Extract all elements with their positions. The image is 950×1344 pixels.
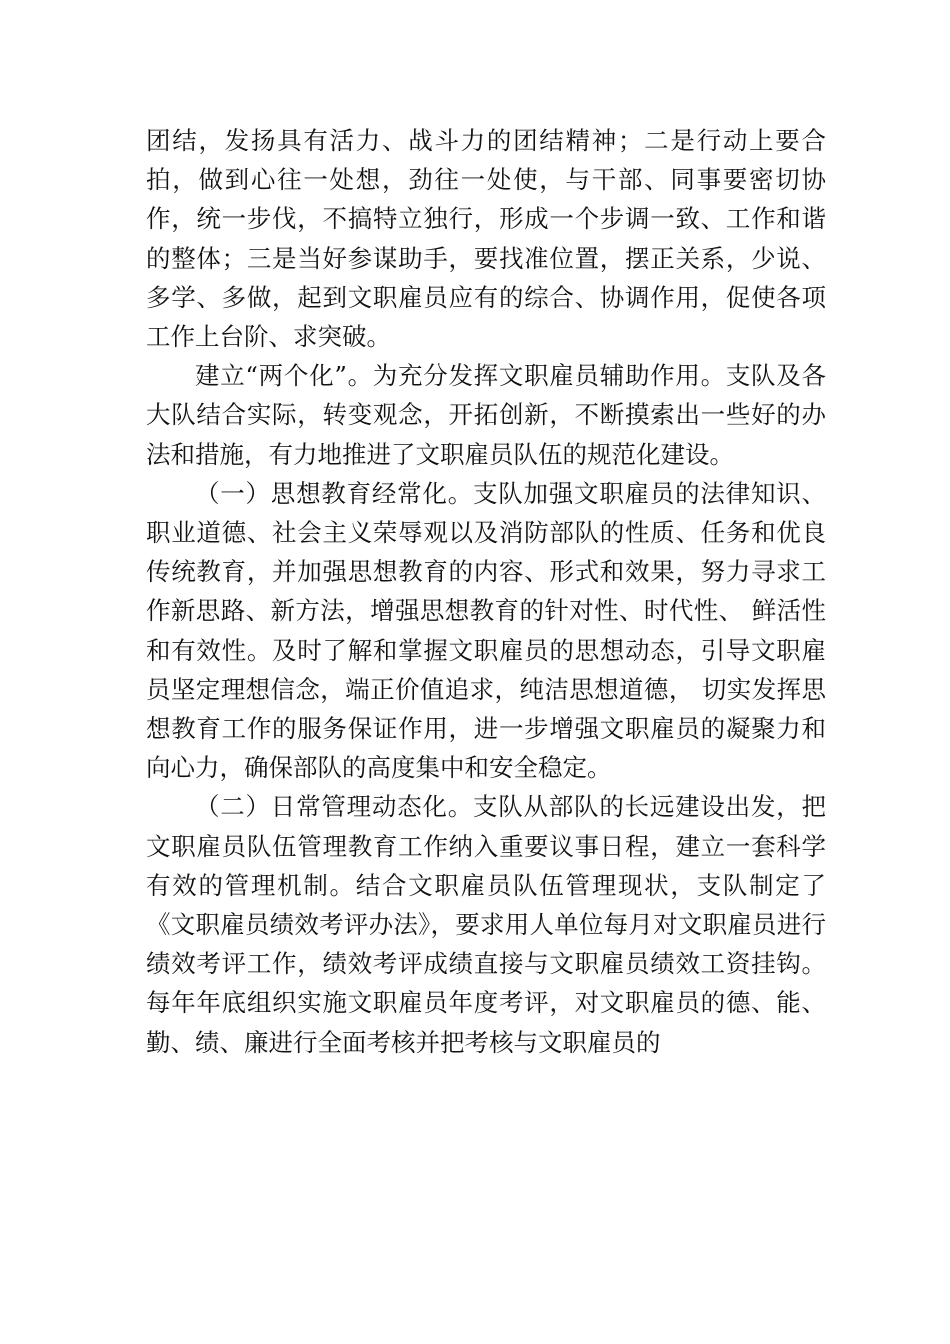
document-body — [146, 121, 826, 1062]
paragraph-two-standardizations: 建立“两个化”。为充分发挥文职雇员辅助作用。支队及各大队结合实际，转变观念，开拓创新，不断摸索出一些好的办法和措施，有力地推进了文职雇员队伍的规范化建设。 — [146, 361, 826, 469]
paragraph-ideological-education: （一）思想教育经常化。支队加强文职雇员的法律知识、职业道德、社会主义荣辱观以及消防部队的性质、任务和优良传统教育，并加强思想教育的内容、形式和效果，努力寻求工作新思路、新方法，增强思想教育的针对性、时代性、 鲜活性和有效性。及时了解和掌握文职雇员的思想动态，引导文职雇员坚定理想信念，端正价值追求，纯洁思想道德， 切实发挥思想教育工作的服务保证作用，进一步增强文职雇员的凝聚力和向心力，确保部队的高度集中和安全稳定。 — [146, 478, 826, 783]
paragraph-teamwork: 团结，发扬具有活力、战斗力的团结精神；二是行动上要合拍，做到心往一处想，劲往一处使，与干部、同事要密切协作，统一步伐，不搞特立独行，形成一个步调一致、工作和谐的整体；三是当好参谋助手，要找准位置，摆正关系，少说、多学、多做，起到文职雇员应有的综合、协调作用，促使各项工作上台阶、求突破。 — [146, 126, 826, 352]
paragraph-daily-management: （二）日常管理动态化。支队从部队的长远建设出发，把文职雇员队伍管理教育工作纳入重要议事日程，建立一套科学有效的管理机制。结合文职雇员队伍管理现状，支队制定了《文职雇员绩效考评办法》，要求用人单位每月对文职雇员进行绩效考评工作，绩效考评成绩直接与文职雇员绩效工资挂钩。每年年底组织实施文职雇员年度考评，对文职雇员的德、能、勤、绩、廉进行全面考核并把考核与文职雇员的 — [146, 792, 826, 1057]
